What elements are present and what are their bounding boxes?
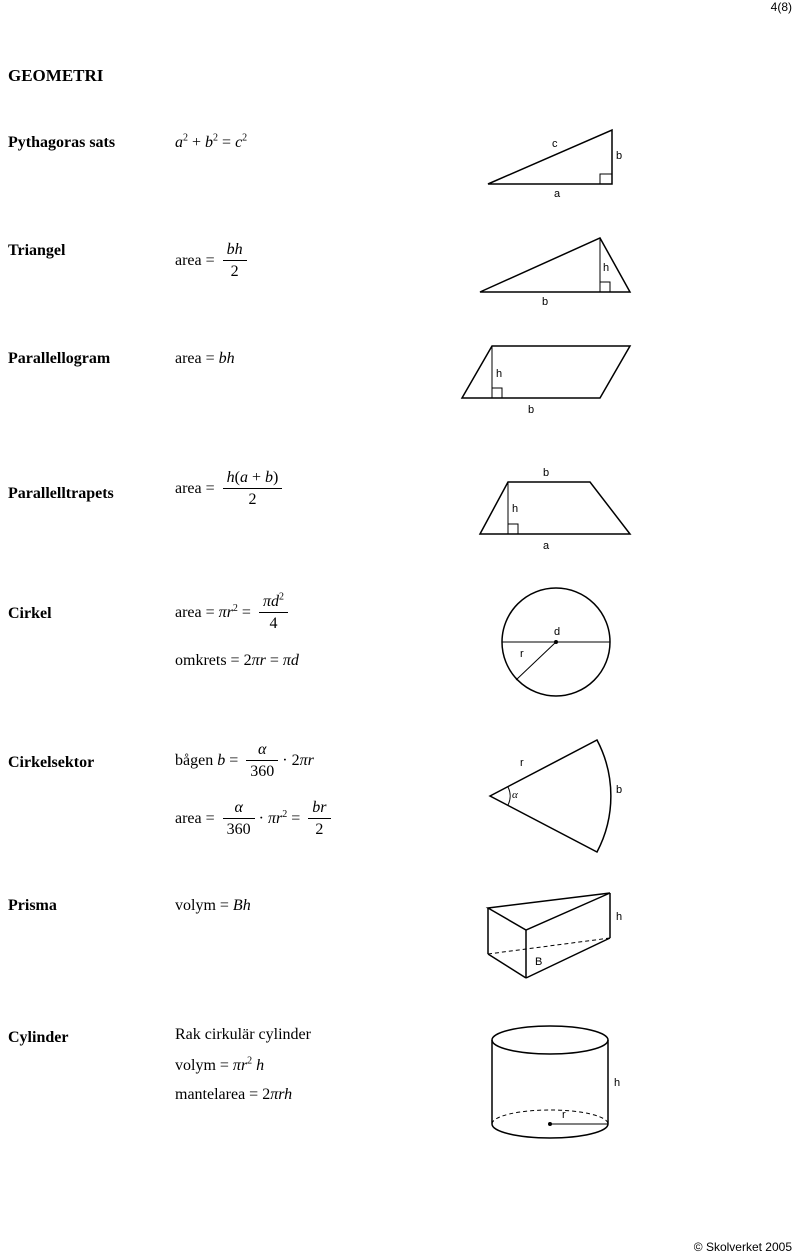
fraction: $\frac{br}{2}$ [308,798,330,841]
area-word: area [175,252,202,270]
fraction: $\frac{h(a + b)}{2}$ [223,468,283,511]
formula-cirkelsektor-bagen: bågen b = $\frac{\alpha}{360}$ · 2πr [175,740,314,783]
pythagoras-label-b: b [616,150,623,162]
copyright-footer: © Skolverket 2005 [693,1240,792,1254]
area-word: area [175,604,202,622]
area-word: area [175,480,202,498]
bagen-word: bågen [175,752,214,770]
volym-word: volym [175,1057,216,1074]
triangel-label-h: h [603,262,610,274]
section-title-pythagoras: Pythagoras sats [8,134,116,151]
triangel-label-b: b [542,296,549,308]
section-title-triangel: Triangel [8,242,66,259]
section-title-cirkel: Cirkel [8,605,52,622]
area-word: area [175,350,202,367]
formula-cylinder-mantelarea: mantelarea = 2πrh [175,1086,293,1103]
formula-triangel: area = $\frac{bh}{2}$ [175,240,251,283]
formula-cylinder-volym: volym = $\pi r^2$ h [175,1055,265,1074]
cirkel-label-d: d [554,626,561,638]
parallellogram-label-h: h [496,368,503,380]
cylinder-label-r: r [562,1109,566,1121]
cirkelsektor-label-alpha: α [512,789,518,801]
section-title-parallellogram: Parallellogram [8,350,111,367]
page-number: 4(8) [770,0,792,14]
parallelltrapets-label-a: a [543,540,550,552]
fraction: $\frac{\alpha}{360}$ [246,740,278,783]
formula-pythagoras: $a^2 + b^2 = c^2$ [175,132,248,151]
fraction: $\frac{bh}{2}$ [223,240,247,283]
formula-cirkelsektor-area: area = $\frac{\alpha}{360}$ · $\pi r^2$ = $\frac{br}{2}$ [175,798,335,841]
section-title-cirkelsektor: Cirkelsektor [8,754,95,771]
formula-parallellogram: area = bh [175,350,235,367]
cylinder-label-h: h [614,1077,621,1089]
formula-prisma: volym = Bh [175,897,251,914]
document-title: GEOMETRI [8,66,104,85]
section-title-prisma: Prisma [8,897,57,914]
fraction: $\frac{\alpha}{360}$ [223,798,255,841]
mantelarea-word: mantelarea [175,1086,246,1103]
omkrets-word: omkrets [175,652,227,669]
cylinder-subtitle: Rak cirkulär cylinder [175,1026,311,1043]
formula-cirkel-omkrets: omkrets = 2πr = πd [175,652,299,669]
fraction: $\frac{\pi d^2}{4}$ [259,592,288,635]
prisma-label-B: B [535,956,543,968]
section-title-parallelltrapets: Parallelltrapets [8,485,114,502]
section-title-cylinder: Cylinder [8,1029,69,1046]
formula-parallelltrapets: area = $\frac{h(a + b)}{2}$ [175,468,286,511]
parallellogram-label-b: b [528,404,535,416]
pythagoras-label-c: c [552,138,558,150]
cirkelsektor-label-b: b [616,784,623,796]
cirkelsektor-label-r: r [520,757,524,769]
parallelltrapets-label-h: h [512,503,519,515]
volym-text: volym = [175,897,233,914]
area-word: area [175,810,202,828]
cirkel-label-r: r [520,648,524,660]
formula-cirkel-area: area = $\pi r^2$ = $\frac{\pi d^2}{4}$ [175,592,292,635]
parallelltrapets-label-b: b [543,467,550,479]
pythagoras-label-a: a [554,188,561,200]
prisma-label-h: h [616,911,623,923]
